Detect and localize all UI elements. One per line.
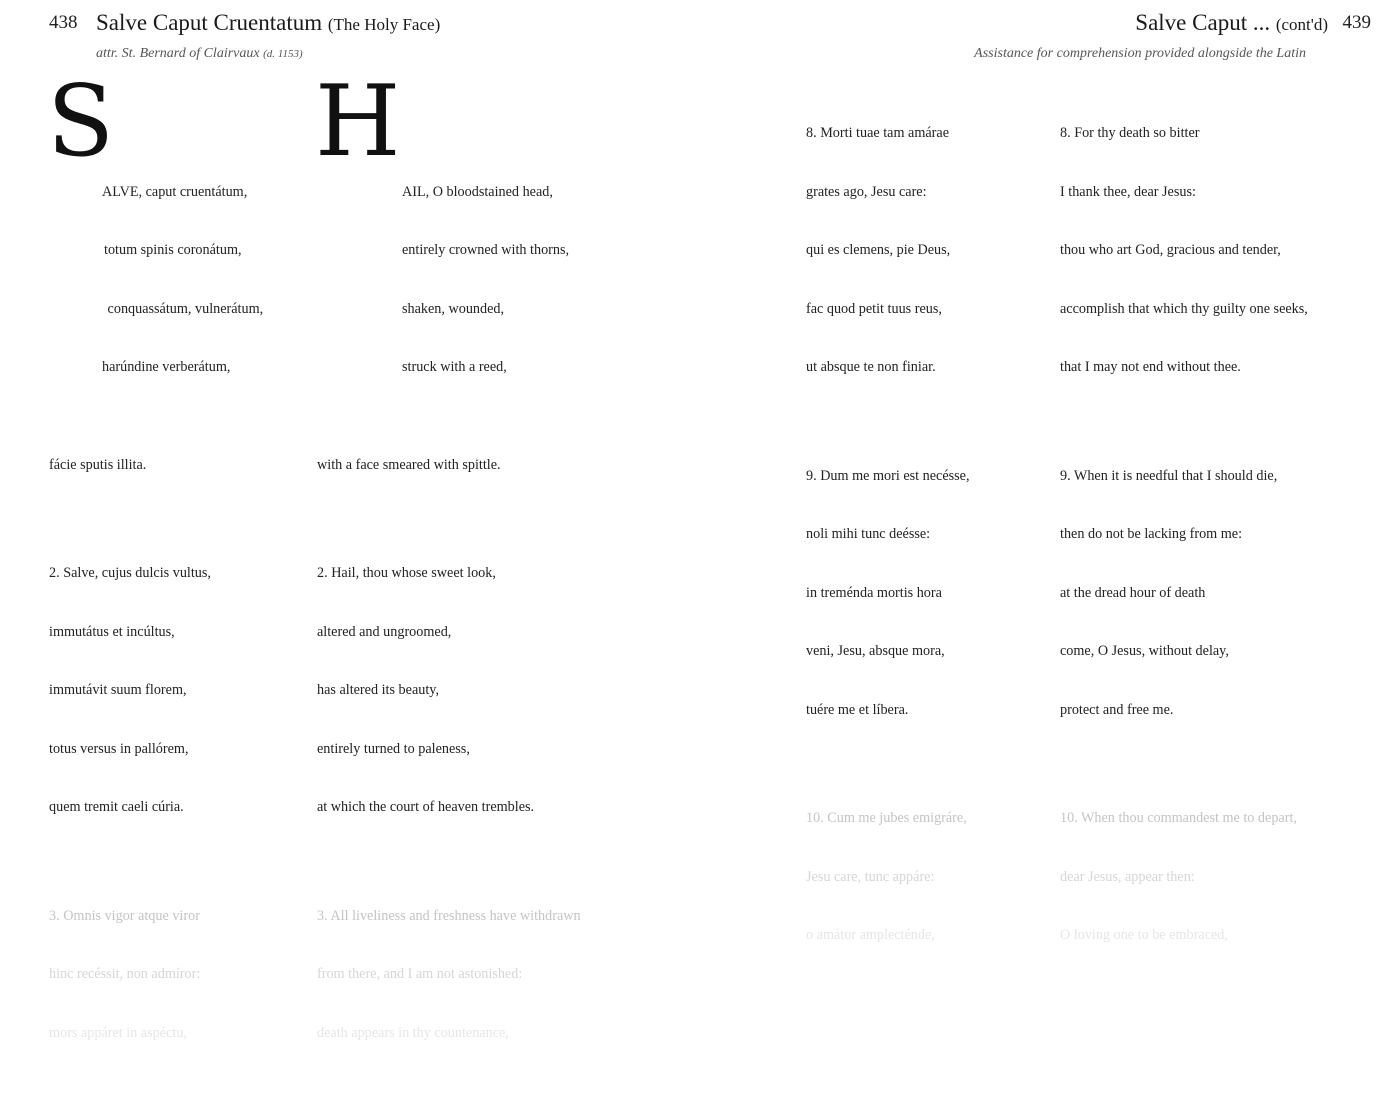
title-main-right: Salve Caput ... xyxy=(1135,10,1271,35)
verse-line: harúndine verberátum, xyxy=(102,359,231,375)
latin-verse-1 xyxy=(47,65,309,514)
verse-line: altered and ungroomed, xyxy=(317,623,452,640)
verse-line: grates ago, Jesu care: xyxy=(806,183,927,200)
verse-line: 10. When thou commandest me to depart, xyxy=(1060,810,1297,826)
verse-line: from there, and I am not astonished: xyxy=(317,966,523,982)
verse-line: fac quod petit tuus reus, xyxy=(806,300,942,317)
verse-line: entirely turned to paleness, xyxy=(317,740,470,757)
dropcap-h: H xyxy=(315,65,401,179)
verse-line: o amátor amplecténde, xyxy=(806,927,935,943)
verse-line: death appears in thy countenance, xyxy=(317,1024,509,1041)
title-main: Salve Caput Cruentatum xyxy=(96,10,323,35)
verse-line: immutátus et incúltus, xyxy=(49,623,175,640)
verse-line: at the dread hour of death xyxy=(1060,584,1206,601)
verse-line: immutávit suum florem, xyxy=(49,682,187,698)
verse-line: has altered its beauty, xyxy=(317,682,439,698)
verse-line: 8. For thy death so bitter xyxy=(1060,125,1200,141)
verse-line: dear Jesus, appear then: xyxy=(1060,868,1195,885)
page-title xyxy=(96,10,440,36)
latin-verse-10 xyxy=(806,770,1056,985)
verse-line: 3. All liveliness and freshness have withdrawn xyxy=(317,907,581,924)
page-number-left: 438 xyxy=(49,12,78,33)
latin-verse-1-indented xyxy=(49,144,309,417)
latin-column-left xyxy=(47,65,309,1093)
verse-line: noli mihi tunc deésse: xyxy=(806,526,931,542)
title-subtitle: (The Holy Face) xyxy=(327,15,441,34)
right-page xyxy=(700,0,1400,943)
verse-line: totum spinis coronátum, xyxy=(104,242,242,258)
verse-line: at which the court of heaven trembles. xyxy=(317,799,535,815)
verse-line: qui es clemens, pie Deus, xyxy=(806,242,951,258)
english-verse-1-indented xyxy=(317,144,637,417)
verse-line: thou who art God, gracious and tender, xyxy=(1060,242,1281,258)
verse-line: that I may not end without thee. xyxy=(1060,359,1241,375)
verse-line: 2. Salve, cujus dulcis vultus, xyxy=(49,565,211,581)
latin-verse-9 xyxy=(806,428,1056,760)
verse-line: tuére me et líbera. xyxy=(806,701,909,718)
verse-line: entirely crowned with thorns, xyxy=(402,242,570,258)
comprehension-note: Assistance for comprehension provided alongside the Latin xyxy=(974,46,1306,61)
verse-line: accomplish that which thy guilty one seeks, xyxy=(1060,300,1308,317)
verse-line: shaken, wounded, xyxy=(402,300,505,317)
english-verse-2 xyxy=(317,525,637,857)
verse-line: struck with a reed, xyxy=(402,359,507,375)
verse-line: conquassátum, vulnerátum, xyxy=(104,300,264,317)
verse-line: fácie sputis illita. xyxy=(49,456,147,473)
attribution-text: attr. St. Bernard of Clairvaux xyxy=(96,46,260,61)
verse-line: then do not be lacking from me: xyxy=(1060,526,1243,542)
verse-line: O loving one to be embraced, xyxy=(1060,927,1228,943)
verse-line: 9. When it is needful that I should die, xyxy=(1060,467,1278,484)
verse-line: I thank thee, dear Jesus: xyxy=(1060,183,1196,200)
verse-line: Jesu care, tunc appáre: xyxy=(806,868,935,885)
verse-line: 2. Hail, thou whose sweet look, xyxy=(317,565,496,581)
attribution-date: (d. 1153) xyxy=(263,48,303,60)
verse-line: protect and free me. xyxy=(1060,701,1174,718)
verse-line: veni, Jesu, absque mora, xyxy=(806,643,945,659)
verse-line: in treménda mortis hora xyxy=(806,584,942,601)
verse-line: 10. Cum me jubes emigráre, xyxy=(806,810,967,826)
english-verse-8 xyxy=(1060,85,1380,417)
verse-line: hinc recéssit, non admíror: xyxy=(49,966,201,982)
english-verse-9 xyxy=(1060,428,1380,760)
verse-line: 8. Morti tuae tam amárae xyxy=(806,125,949,141)
page-title-right xyxy=(1135,10,1328,36)
english-column-right xyxy=(1060,85,1380,996)
latin-verse-3 xyxy=(49,868,309,1083)
left-page xyxy=(0,0,700,1041)
verse-line: 3. Omnis vigor atque viror xyxy=(49,907,200,924)
verse-line: 9. Dum me mori est necésse, xyxy=(806,467,970,484)
attribution xyxy=(96,46,303,62)
latin-column-right xyxy=(806,85,1056,996)
title-subtitle-right: (cont'd) xyxy=(1275,15,1328,34)
english-verse-1 xyxy=(315,65,637,514)
verse-line: quem tremit caeli cúria. xyxy=(49,799,184,815)
page-number-right: 439 xyxy=(1342,12,1371,33)
english-verse-3 xyxy=(317,868,637,1083)
verse-line: ALVE, caput cruentátum, xyxy=(102,183,248,200)
verse-line: mors appáret in aspéctu, xyxy=(49,1024,187,1041)
latin-verse-8 xyxy=(806,85,1056,417)
verse-line: come, O Jesus, without delay, xyxy=(1060,643,1229,659)
verse-line: totus versus in pallórem, xyxy=(49,740,189,757)
english-verse-10 xyxy=(1060,770,1380,985)
verse-line: with a face smeared with spittle. xyxy=(317,456,501,473)
dropcap-s: S xyxy=(47,65,115,179)
verse-line: ut absque te non finiar. xyxy=(806,359,936,375)
verse-line: AIL, O bloodstained head, xyxy=(402,183,553,200)
english-column-left xyxy=(315,65,637,1093)
latin-verse-2 xyxy=(49,525,309,857)
